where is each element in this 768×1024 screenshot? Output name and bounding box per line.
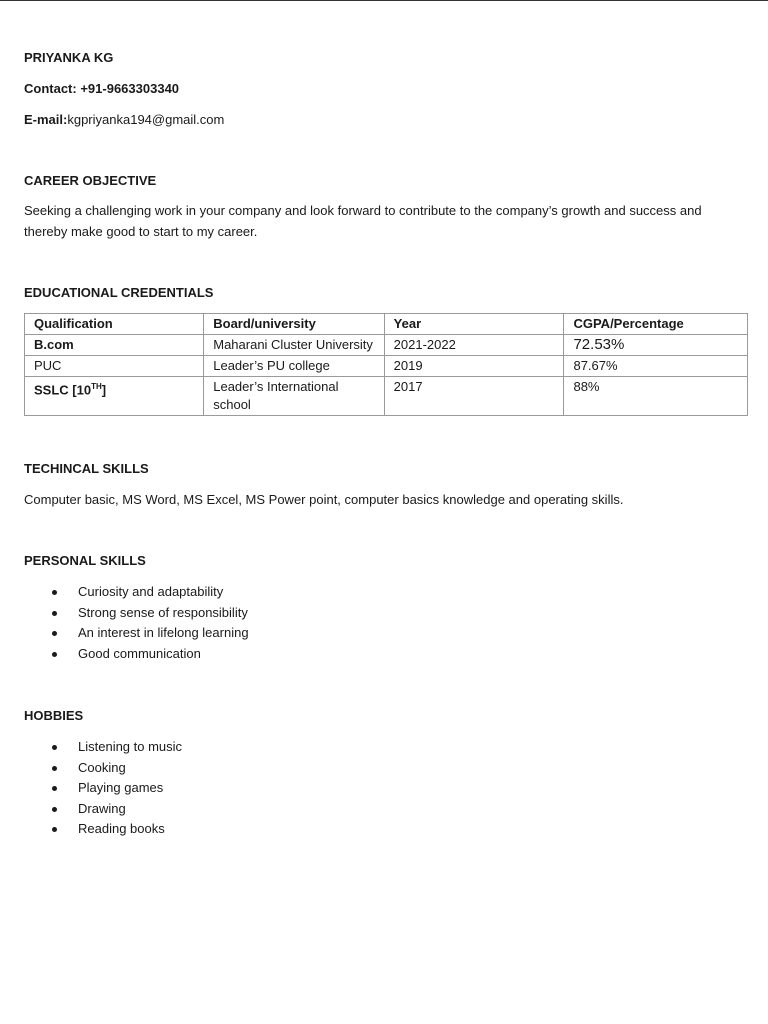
contact-label: Contact: (24, 81, 77, 96)
list-item (24, 778, 182, 799)
technical-skills-heading: TECHINCAL SKILLS (24, 461, 149, 476)
column-header-score: CGPA/Percentage (564, 314, 748, 335)
contact-value: +91-9663303340 (80, 81, 180, 96)
table-row (25, 377, 748, 416)
cell-board: Leader’s International school (204, 377, 384, 416)
bullet-icon (52, 766, 57, 771)
list-item-text: Strong sense of responsibility (78, 604, 248, 620)
cell-board: Maharani Cluster University (204, 335, 384, 356)
list-item (24, 737, 182, 758)
cell-year: 2021-2022 (384, 335, 564, 356)
column-header-qualification: Qualification (25, 314, 204, 335)
bullet-icon (52, 786, 57, 791)
education-heading: EDUCATIONAL CREDENTIALS (24, 285, 214, 300)
contact-line (24, 80, 179, 98)
list-item (24, 603, 249, 624)
bullet-icon (52, 807, 57, 812)
education-table (24, 313, 748, 416)
career-objective-heading: CAREER OBJECTIVE (24, 173, 157, 188)
column-header-board: Board/university (204, 314, 384, 335)
cell-qualification (25, 377, 204, 416)
top-border-line (0, 0, 768, 1)
cell-qualification: PUC (25, 356, 204, 377)
qualification-text: SSLC [10 (34, 382, 92, 398)
list-item (24, 758, 182, 779)
bullet-icon (52, 611, 57, 616)
email-line (24, 111, 224, 129)
qualification-superscript: TH (91, 382, 102, 391)
table-row (25, 335, 748, 356)
list-item-text: Drawing (78, 800, 126, 816)
list-item (24, 623, 249, 644)
cell-qualification: B.com (25, 335, 204, 356)
cell-score: 72.53% (564, 335, 748, 356)
personal-skills-heading: PERSONAL SKILLS (24, 553, 146, 568)
bullet-icon (52, 745, 57, 750)
table-row (25, 356, 748, 377)
list-item (24, 644, 249, 665)
cell-year: 2019 (384, 356, 564, 377)
bullet-icon (52, 590, 57, 595)
list-item-text: Curiosity and adaptability (78, 584, 224, 599)
education-table-header-row (25, 314, 748, 335)
bullet-icon (52, 652, 57, 657)
list-item-text: Listening to music (78, 739, 183, 754)
candidate-name: PRIYANKA KG (24, 50, 114, 65)
career-objective-text: Seeking a challenging work in your company and look forward to contribute to the company’s growth and success and thereby make good to start to my career. (24, 203, 702, 239)
list-item (24, 799, 182, 820)
cell-board: Leader’s PU college (204, 356, 384, 377)
personal-skills-list (24, 582, 249, 664)
list-item-text: Cooking (78, 759, 126, 775)
technical-skills-text: Computer basic, MS Word, MS Excel, MS Power point, computer basics knowledge and operating skills. (24, 492, 624, 507)
list-item-text: Playing games (78, 780, 164, 796)
qualification-text-end: ] (101, 382, 107, 398)
hobbies-heading: HOBBIES (24, 708, 84, 723)
cell-score: 88% (564, 377, 748, 416)
column-header-year: Year (384, 314, 564, 335)
bullet-icon (52, 631, 57, 636)
email-value: kgpriyanka194@gmail.com (67, 112, 225, 127)
list-item (24, 582, 249, 603)
email-label: E-mail: (24, 112, 68, 127)
cell-score: 87.67% (564, 356, 748, 377)
hobbies-list (24, 737, 182, 840)
list-item (24, 819, 182, 840)
bullet-icon (52, 827, 57, 832)
list-item-text: Reading books (78, 821, 165, 837)
list-item-text: An interest in lifelong learning (78, 625, 249, 641)
list-item-text: Good communication (78, 645, 201, 661)
cell-year: 2017 (384, 377, 564, 416)
